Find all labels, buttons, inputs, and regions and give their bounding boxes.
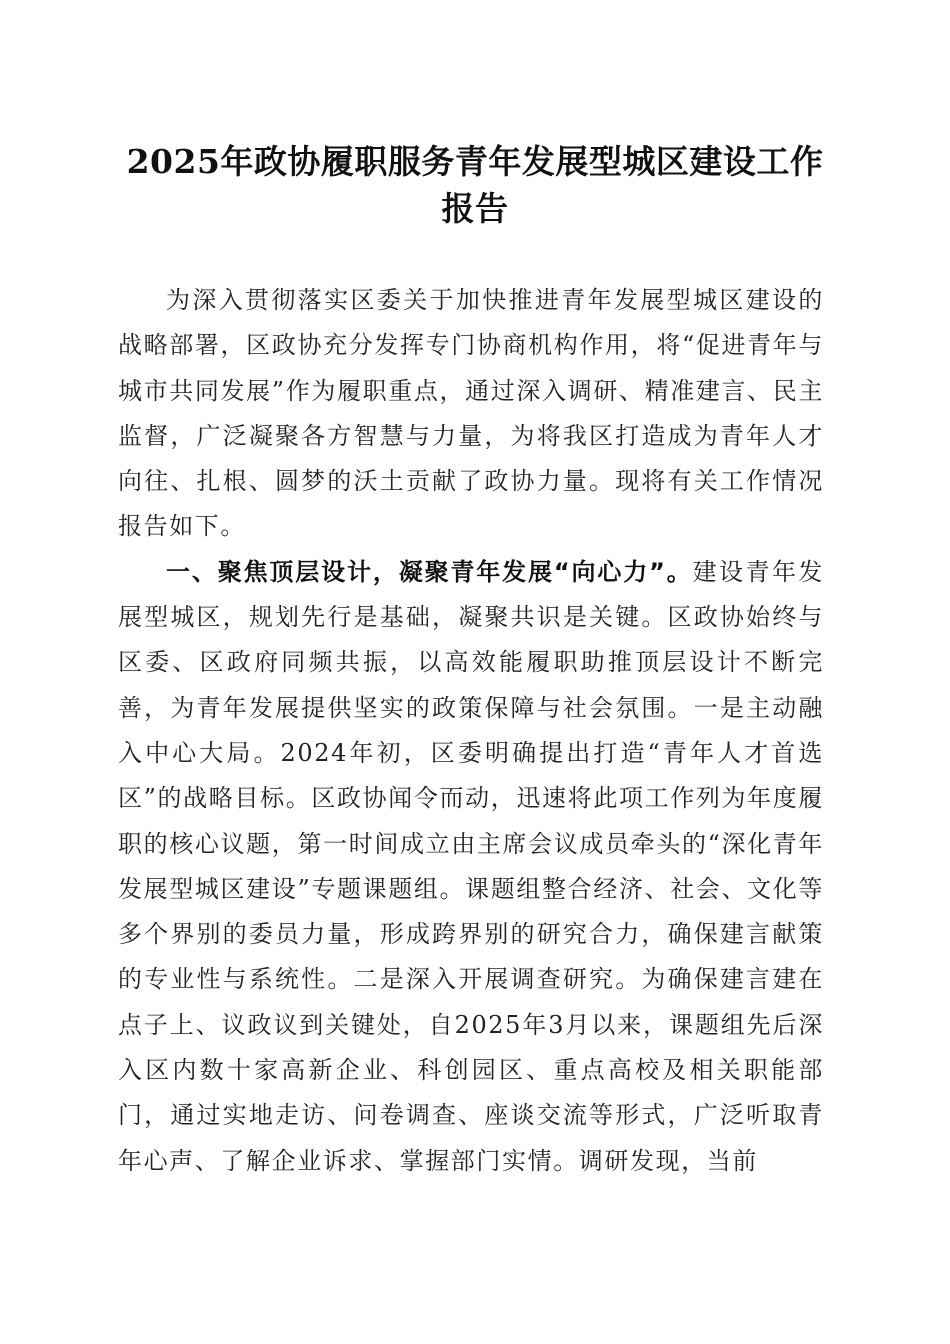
document-title: 2025年政协履职服务青年发展型城区建设工作报告 bbox=[126, 142, 824, 228]
section-one-text: 建设青年发展型城区，规划先行是基础，凝聚共识是关键。区政协始终与区委、区政府同频共振，以高效能履职助推顶层设计不断完善，为青年发展提供坚实的政策保障与社会氛围。一是主动融入中心大局。2024年初，区委明确提出打造“青年人才首选区”的战略目标。区政协闻令而动，迅速将此项工作列为年度履职的核心议题，第一时间成立由主席会议成员牵头的“深化青年发展型城区建设”专题课题组。课题组整合经济、社会、文化等多个界别的委员力量，形成跨界别的研究合力，确保建言献策的专业性与系统性。二是深入开展调查研究。为确保建言建在点子上、议政议到关键处，自2025年3月以来，课题组先后深入区内数十家高新企业、科创园区、重点高校及相关职能部门，通过实地走访、问卷调查、座谈交流等形式，广泛听取青年心声、了解企业诉求、掌握部门实情。调研发现，当前 bbox=[118, 557, 825, 1175]
document-body bbox=[118, 278, 824, 1184]
intro-paragraph: 为深入贯彻落实区委关于加快推进青年发展型城区建设的战略部署，区政协充分发挥专门协商机构作用，将“促进青年与城市共同发展”作为履职重点，通过深入调研、精准建言、民主监督，广泛凝聚各方智慧与力量，为将我区打造成为青年人才向往、扎根、圆梦的沃土贡献了政协力量。现将有关工作情况报告如下。 bbox=[118, 286, 824, 541]
section-one-heading: 一、聚焦顶层设计，凝聚青年发展“向心力”。 bbox=[166, 557, 693, 586]
section-one-paragraph bbox=[118, 550, 824, 1184]
